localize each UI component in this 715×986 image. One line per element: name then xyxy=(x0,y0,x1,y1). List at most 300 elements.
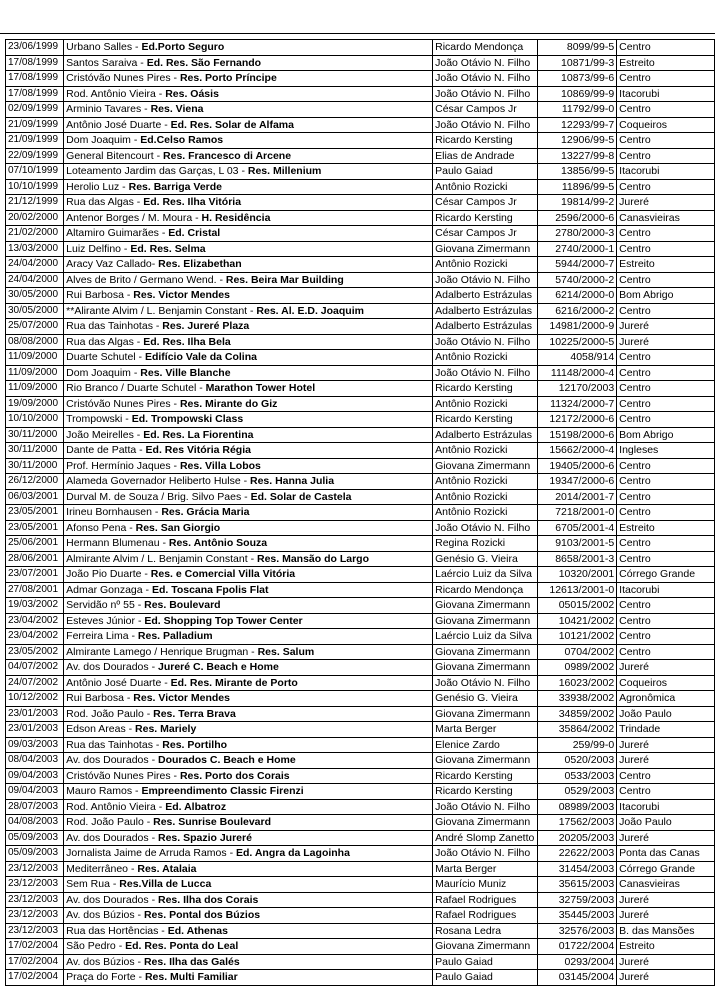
street-address: Av. dos Dourados - xyxy=(66,893,158,906)
property-cell xyxy=(64,567,433,583)
district-cell: João Paulo xyxy=(617,706,715,722)
process-number-cell: 12613/2001-0 xyxy=(537,582,616,598)
table-row xyxy=(6,954,715,970)
date-cell: 23/05/2002 xyxy=(6,644,64,660)
property-cell xyxy=(64,830,433,846)
district-cell: Centro xyxy=(617,629,715,645)
responsible-cell: Antônio Rozicki xyxy=(433,489,538,505)
district-cell: Centro xyxy=(617,179,715,195)
table-row xyxy=(6,350,715,366)
property-cell xyxy=(64,489,433,505)
street-address: Almirante Alvim / L. Benjamin Constant - xyxy=(66,552,257,565)
table-row xyxy=(6,923,715,939)
responsible-cell: Laércio Luiz da Silva xyxy=(433,567,538,583)
records-table xyxy=(5,39,715,986)
process-number-cell: 20205/2003 xyxy=(537,830,616,846)
district-cell: Centro xyxy=(617,551,715,567)
street-address: Admar Gonzaga - xyxy=(66,583,152,596)
date-cell: 11/09/2000 xyxy=(6,350,64,366)
table-row xyxy=(6,365,715,381)
responsible-cell: Giovana Zimermann xyxy=(433,598,538,614)
district-cell: Centro xyxy=(617,350,715,366)
district-cell: Jureré xyxy=(617,830,715,846)
street-address: Rod. João Paulo - xyxy=(66,816,154,829)
responsible-cell: Regina Rozicki xyxy=(433,536,538,552)
date-cell: 30/11/2000 xyxy=(6,458,64,474)
date-cell: 30/05/2000 xyxy=(6,288,64,304)
district-cell: Centro xyxy=(617,536,715,552)
date-cell: 09/03/2003 xyxy=(6,737,64,753)
district-cell: Centro xyxy=(617,381,715,397)
table-row xyxy=(6,334,715,350)
property-cell xyxy=(64,241,433,257)
process-number-cell: 259/99-0 xyxy=(537,737,616,753)
property-cell xyxy=(64,365,433,381)
street-address: Rod. João Paulo - xyxy=(66,707,154,720)
process-number-cell: 10421/2002 xyxy=(537,613,616,629)
building-name: Res. Oásis xyxy=(165,87,219,100)
date-cell: 21/09/1999 xyxy=(6,133,64,149)
district-cell: Jureré xyxy=(617,753,715,769)
property-cell xyxy=(64,474,433,490)
responsible-cell: Rafael Rodrigues xyxy=(433,908,538,924)
building-name: Ed. Albatroz xyxy=(165,800,227,813)
district-cell: Centro xyxy=(617,241,715,257)
date-cell: 10/12/2002 xyxy=(6,691,64,707)
property-cell xyxy=(64,892,433,908)
street-address: Mauro Ramos - xyxy=(66,785,142,798)
date-cell: 25/06/2001 xyxy=(6,536,64,552)
process-number-cell: 11896/99-5 xyxy=(537,179,616,195)
responsible-cell: Ricardo Mendonça xyxy=(433,40,538,56)
district-cell: Jureré xyxy=(617,970,715,986)
building-name: Ed. Res. Ilha Bela xyxy=(143,335,231,348)
street-address: Rua das Tainhotas - xyxy=(66,738,163,751)
date-cell: 23/05/2001 xyxy=(6,520,64,536)
date-cell: 23/01/2003 xyxy=(6,706,64,722)
process-number-cell: 10320/2001 xyxy=(537,567,616,583)
responsible-cell: João Otávio N. Filho xyxy=(433,117,538,133)
property-cell xyxy=(64,288,433,304)
responsible-cell: Ricardo Mendonça xyxy=(433,582,538,598)
district-cell: Estreito xyxy=(617,520,715,536)
table-row xyxy=(6,241,715,257)
district-cell: Ponta das Canas xyxy=(617,846,715,862)
building-name: Res. Millenium xyxy=(247,165,322,178)
district-cell: Jureré xyxy=(617,319,715,335)
responsible-cell: Giovana Zimermann xyxy=(433,613,538,629)
district-cell: Coqueiros xyxy=(617,675,715,691)
responsible-cell: Antônio Rozicki xyxy=(433,443,538,459)
responsible-cell: Ricardo Kersting xyxy=(433,768,538,784)
table-row xyxy=(6,133,715,149)
process-number-cell: 0520/2003 xyxy=(537,753,616,769)
building-name: Res. Villa Lobos xyxy=(179,459,261,472)
date-cell: 21/02/2000 xyxy=(6,226,64,242)
district-cell: Jureré xyxy=(617,660,715,676)
property-cell xyxy=(64,257,433,273)
table-row xyxy=(6,892,715,908)
district-cell: Centro xyxy=(617,458,715,474)
district-cell: B. das Mansões xyxy=(617,923,715,939)
date-cell: 09/04/2003 xyxy=(6,784,64,800)
street-address: São Pedro - xyxy=(66,940,126,953)
process-number-cell: 6214/2000-0 xyxy=(537,288,616,304)
date-cell: 04/07/2002 xyxy=(6,660,64,676)
date-cell: 23/12/2003 xyxy=(6,908,64,924)
table-row xyxy=(6,675,715,691)
date-cell: 21/09/1999 xyxy=(6,117,64,133)
district-cell: Córrego Grande xyxy=(617,861,715,877)
street-address: Av. dos Dourados - xyxy=(66,754,158,767)
table-row xyxy=(6,753,715,769)
street-address: Loteamento Jardim das Garças, L 03 - xyxy=(66,165,248,178)
process-number-cell: 8658/2001-3 xyxy=(537,551,616,567)
building-name: Res. Portilho xyxy=(162,738,228,751)
table-row xyxy=(6,458,715,474)
table-row xyxy=(6,505,715,521)
date-cell: 13/03/2000 xyxy=(6,241,64,257)
property-cell xyxy=(64,226,433,242)
district-cell: Centro xyxy=(617,613,715,629)
building-name: Ed. Shopping Top Tower Center xyxy=(144,614,303,627)
table-row xyxy=(6,551,715,567)
street-address: Afonso Pena - xyxy=(66,521,136,534)
process-number-cell: 33938/2002 xyxy=(537,691,616,707)
property-cell xyxy=(64,272,433,288)
property-cell xyxy=(64,768,433,784)
property-cell xyxy=(64,381,433,397)
building-name: Res. Victor Mendes xyxy=(133,289,230,302)
street-address: Rua das Hortências - xyxy=(66,924,168,937)
table-row xyxy=(6,691,715,707)
district-cell: Itacorubi xyxy=(617,582,715,598)
street-address: Santos Saraiva - xyxy=(66,56,147,69)
district-cell: Trindade xyxy=(617,722,715,738)
table-row xyxy=(6,861,715,877)
building-name: Res. Porto Príncipe xyxy=(179,72,277,85)
date-cell: 11/09/2000 xyxy=(6,365,64,381)
property-cell xyxy=(64,908,433,924)
property-cell xyxy=(64,520,433,536)
process-number-cell: 12172/2000-6 xyxy=(537,412,616,428)
process-number-cell: 19814/99-2 xyxy=(537,195,616,211)
table-row xyxy=(6,319,715,335)
process-number-cell: 9103/2001-5 xyxy=(537,536,616,552)
table-row xyxy=(6,939,715,955)
table-row xyxy=(6,877,715,893)
responsible-cell: Genésio G. Vieira xyxy=(433,551,538,567)
district-cell: Bom Abrigo xyxy=(617,288,715,304)
street-address: Jornalista Jaime de Arruda Ramos - xyxy=(66,847,236,860)
district-cell: João Paulo xyxy=(617,815,715,831)
process-number-cell: 12170/2003 xyxy=(537,381,616,397)
district-cell: Centro xyxy=(617,133,715,149)
street-address: Almirante Lamego / Henrique Brugman - xyxy=(66,645,258,658)
responsible-cell: André Slomp Zanetto xyxy=(433,830,538,846)
building-name: Res. Al. E.D. Joaquim xyxy=(256,304,364,317)
street-address: Rua das Algas - xyxy=(66,335,144,348)
property-cell xyxy=(64,861,433,877)
street-address: Alameda Governador Heliberto Hulse - xyxy=(66,475,250,488)
date-cell: 07/10/1999 xyxy=(6,164,64,180)
street-address: Urbano Salles - xyxy=(66,41,142,54)
street-address: Av. dos Búzios - xyxy=(66,909,144,922)
property-cell xyxy=(64,691,433,707)
district-cell: Centro xyxy=(617,474,715,490)
date-cell: 19/09/2000 xyxy=(6,396,64,412)
header-rule xyxy=(0,33,715,34)
building-name: Res. Boulevard xyxy=(144,599,221,612)
property-cell xyxy=(64,102,433,118)
process-number-cell: 0704/2002 xyxy=(537,644,616,660)
street-address: Rod. Antônio Vieira - xyxy=(66,87,166,100)
process-number-cell: 10871/99-3 xyxy=(537,55,616,71)
property-cell xyxy=(64,71,433,87)
street-address: Antônio José Duarte - xyxy=(66,676,171,689)
building-name: Res. Multi Familiar xyxy=(144,971,238,984)
responsible-cell: Paulo Gaiad xyxy=(433,970,538,986)
property-cell xyxy=(64,722,433,738)
building-name: Jureré C. Beach e Home xyxy=(157,661,279,674)
process-number-cell: 08989/2003 xyxy=(537,799,616,815)
building-name: Res. Ville Blanche xyxy=(140,366,231,379)
process-number-cell: 32576/2003 xyxy=(537,923,616,939)
table-row xyxy=(6,210,715,226)
process-number-cell: 16023/2002 xyxy=(537,675,616,691)
street-address: Av. dos Dourados - xyxy=(66,831,158,844)
building-name: Ed. Toscana Fpolis Flat xyxy=(151,583,269,596)
building-name: Ed. Athenas xyxy=(167,924,228,937)
responsible-cell: Giovana Zimermann xyxy=(433,241,538,257)
property-cell xyxy=(64,164,433,180)
property-cell xyxy=(64,458,433,474)
date-cell: 02/09/1999 xyxy=(6,102,64,118)
district-cell: Jureré xyxy=(617,892,715,908)
property-cell xyxy=(64,148,433,164)
date-cell: 27/08/2001 xyxy=(6,582,64,598)
date-cell: 28/06/2001 xyxy=(6,551,64,567)
process-number-cell: 2014/2001-7 xyxy=(537,489,616,505)
responsible-cell: Giovana Zimermann xyxy=(433,458,538,474)
district-cell: Estreito xyxy=(617,257,715,273)
date-cell: 23/01/2003 xyxy=(6,722,64,738)
table-row xyxy=(6,613,715,629)
district-cell: Itacorubi xyxy=(617,86,715,102)
process-number-cell: 32759/2003 xyxy=(537,892,616,908)
street-address: Dante de Patta - xyxy=(66,444,146,457)
street-address: Luiz Delfino - xyxy=(66,242,131,255)
district-cell: Canasvieiras xyxy=(617,210,715,226)
street-address: Servidão nº 55 - xyxy=(66,599,145,612)
table-row xyxy=(6,768,715,784)
table-row xyxy=(6,846,715,862)
district-cell: Centro xyxy=(617,598,715,614)
responsible-cell: João Otávio N. Filho xyxy=(433,55,538,71)
building-name: Dourados C. Beach e Home xyxy=(157,754,296,767)
building-name: Ed.Porto Seguro xyxy=(141,41,225,54)
building-name: Edifício Vale da Colina xyxy=(144,351,257,364)
responsible-cell: Adalberto Estrázulas xyxy=(433,427,538,443)
property-cell xyxy=(64,55,433,71)
date-cell: 09/04/2003 xyxy=(6,768,64,784)
street-address: Irineu Bornhausen - xyxy=(66,506,162,519)
process-number-cell: 10225/2000-5 xyxy=(537,334,616,350)
district-cell: Centro xyxy=(617,768,715,784)
district-cell: Agronômica xyxy=(617,691,715,707)
street-address: Herolio Luz - xyxy=(66,180,129,193)
date-cell: 30/11/2000 xyxy=(6,443,64,459)
responsible-cell: Adalberto Estrázulas xyxy=(433,303,538,319)
process-number-cell: 2740/2000-1 xyxy=(537,241,616,257)
district-cell: Centro xyxy=(617,412,715,428)
table-row xyxy=(6,148,715,164)
district-cell: Bom Abrigo xyxy=(617,427,715,443)
process-number-cell: 10873/99-6 xyxy=(537,71,616,87)
district-cell: Centro xyxy=(617,365,715,381)
table-row xyxy=(6,164,715,180)
property-cell xyxy=(64,427,433,443)
table-row xyxy=(6,799,715,815)
property-cell xyxy=(64,505,433,521)
responsible-cell: João Otávio N. Filho xyxy=(433,365,538,381)
building-name: Res. Salum xyxy=(257,645,315,658)
district-cell: Centro xyxy=(617,505,715,521)
building-name: Res. Palladium xyxy=(137,630,213,643)
district-cell: Centro xyxy=(617,644,715,660)
responsible-cell: Antônio Rozicki xyxy=(433,396,538,412)
street-address: Rua das Tainhotas - xyxy=(66,320,163,333)
responsible-cell: Ricardo Kersting xyxy=(433,210,538,226)
responsible-cell: João Otávio N. Filho xyxy=(433,86,538,102)
table-row xyxy=(6,427,715,443)
responsible-cell: Antônio Rozicki xyxy=(433,505,538,521)
responsible-cell: Rafael Rodrigues xyxy=(433,892,538,908)
process-number-cell: 0529/2003 xyxy=(537,784,616,800)
district-cell: Ingleses xyxy=(617,443,715,459)
table-row xyxy=(6,737,715,753)
building-name: Res. Barriga Verde xyxy=(128,180,222,193)
date-cell: 23/07/2001 xyxy=(6,567,64,583)
street-address: João Pio Duarte - xyxy=(66,568,151,581)
building-name: Res. Antônio Souza xyxy=(168,537,268,550)
building-name: Res. Pontal dos Búzios xyxy=(143,909,261,922)
building-name: Ed. Res. Solar de Alfama xyxy=(170,118,294,131)
table-row xyxy=(6,598,715,614)
property-cell xyxy=(64,629,433,645)
building-name: Res. Mirante do Giz xyxy=(179,397,278,410)
responsible-cell: João Otávio N. Filho xyxy=(433,846,538,862)
property-cell xyxy=(64,706,433,722)
date-cell: 23/04/2002 xyxy=(6,629,64,645)
building-name: Marathon Tower Hotel xyxy=(205,382,316,395)
street-address: Trompowski - xyxy=(66,413,132,426)
street-address: Sem Rua - xyxy=(66,878,120,891)
table-row xyxy=(6,303,715,319)
building-name: Ed. Res. São Fernando xyxy=(146,56,262,69)
street-address: João Meirelles - xyxy=(66,428,144,441)
date-cell: 10/10/1999 xyxy=(6,179,64,195)
process-number-cell: 31454/2003 xyxy=(537,861,616,877)
date-cell: 17/08/1999 xyxy=(6,55,64,71)
street-address: Duarte Schutel - xyxy=(66,351,145,364)
table-row xyxy=(6,474,715,490)
street-address: **Alirante Alvim / L. Benjamin Constant - xyxy=(66,304,257,317)
street-address: Rua das Algas - xyxy=(66,196,144,209)
responsible-cell: Giovana Zimermann xyxy=(433,644,538,660)
date-cell: 23/06/1999 xyxy=(6,40,64,56)
process-number-cell: 5740/2000-2 xyxy=(537,272,616,288)
district-cell: Estreito xyxy=(617,939,715,955)
district-cell: Córrego Grande xyxy=(617,567,715,583)
property-cell xyxy=(64,319,433,335)
property-cell xyxy=(64,846,433,862)
district-cell: Jureré xyxy=(617,334,715,350)
responsible-cell: João Otávio N. Filho xyxy=(433,799,538,815)
building-name: Res. Atalaia xyxy=(137,862,197,875)
table-row xyxy=(6,784,715,800)
process-number-cell: 11148/2000-4 xyxy=(537,365,616,381)
date-cell: 23/12/2003 xyxy=(6,877,64,893)
process-number-cell: 6705/2001-4 xyxy=(537,520,616,536)
building-name: Ed. Cristal xyxy=(168,227,221,240)
date-cell: 06/03/2001 xyxy=(6,489,64,505)
date-cell: 22/09/1999 xyxy=(6,148,64,164)
building-name: Res. Porto dos Corais xyxy=(179,769,290,782)
building-name: Res. Spazio Jureré xyxy=(157,831,252,844)
date-cell: 28/07/2003 xyxy=(6,799,64,815)
street-address: Rio Branco / Duarte Schutel - xyxy=(66,382,206,395)
table-row xyxy=(6,257,715,273)
responsible-cell: Antônio Rozicki xyxy=(433,474,538,490)
table-row xyxy=(6,644,715,660)
table-row xyxy=(6,629,715,645)
responsible-cell: Marta Berger xyxy=(433,861,538,877)
building-name: Res. Ilha dos Corais xyxy=(157,893,259,906)
table-row xyxy=(6,908,715,924)
district-cell: Jureré xyxy=(617,954,715,970)
street-address: Rui Barbosa - xyxy=(66,289,134,302)
process-number-cell: 11324/2000-7 xyxy=(537,396,616,412)
process-number-cell: 8099/99-5 xyxy=(537,40,616,56)
process-number-cell: 13856/99-5 xyxy=(537,164,616,180)
responsible-cell: Paulo Gaiad xyxy=(433,954,538,970)
responsible-cell: Paulo Gaiad xyxy=(433,164,538,180)
street-address: Cristóvão Nunes Pires - xyxy=(66,769,180,782)
district-cell: Centro xyxy=(617,784,715,800)
building-name: Res. San Giorgio xyxy=(135,521,221,534)
building-name: Res.Villa de Lucca xyxy=(119,878,212,891)
process-number-cell: 7218/2001-0 xyxy=(537,505,616,521)
street-address: Antenor Borges / M. Moura - xyxy=(66,211,202,224)
date-cell: 17/02/2004 xyxy=(6,939,64,955)
street-address: Hermann Blumenau - xyxy=(66,537,169,550)
building-name: Res. Victor Mendes xyxy=(133,692,230,705)
responsible-cell: César Campos Jr xyxy=(433,102,538,118)
property-cell xyxy=(64,737,433,753)
table-row xyxy=(6,272,715,288)
street-address: Mediterrâneo - xyxy=(66,862,138,875)
date-cell: 05/09/2003 xyxy=(6,846,64,862)
district-cell: Jureré xyxy=(617,737,715,753)
responsible-cell: Giovana Zimermann xyxy=(433,753,538,769)
date-cell: 08/08/2000 xyxy=(6,334,64,350)
building-name: Res. Hanna Julia xyxy=(250,475,335,488)
district-cell: Canasvieiras xyxy=(617,877,715,893)
building-name: Ed. Res. Ponta do Leal xyxy=(125,940,239,953)
process-number-cell: 19347/2000-6 xyxy=(537,474,616,490)
responsible-cell: César Campos Jr xyxy=(433,226,538,242)
